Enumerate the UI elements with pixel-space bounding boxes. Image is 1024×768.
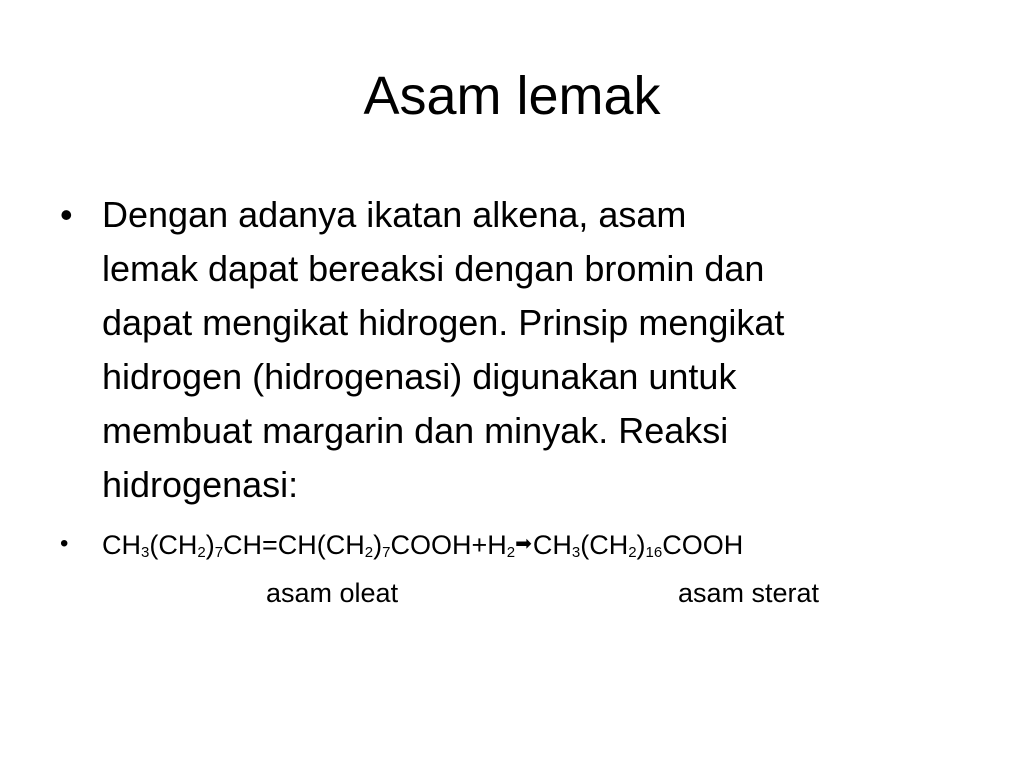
formula-subscript: 3 — [571, 544, 581, 561]
main-bullet-line: dapat mengikat hidrogen. Prinsip mengikat — [102, 302, 785, 343]
formula-subscript: 2 — [197, 544, 206, 561]
formula-subscript: 16 — [645, 544, 663, 561]
formula-bullet — [60, 526, 1000, 563]
formula-part: (CH — [580, 530, 629, 560]
bullet-marker: • — [60, 530, 69, 557]
formula-subscript: 2 — [628, 544, 637, 561]
formula-part: (CH — [149, 530, 198, 560]
formula-part: ) — [373, 530, 383, 560]
main-bullet — [60, 188, 980, 512]
main-bullet-line: hidrogenasi: — [102, 464, 299, 505]
main-bullet-line: hidrogen (hidrogenasi) digunakan untuk — [102, 356, 737, 397]
formula-part: ) — [636, 530, 646, 560]
main-bullet-line: lemak dapat bereaksi dengan bromin dan — [102, 248, 765, 289]
bullet-marker: • — [60, 194, 73, 235]
main-bullet-line: Dengan adanya ikatan alkena, asam — [102, 194, 687, 235]
label-asam-sterat: asam sterat — [678, 578, 820, 608]
formula-subscript: 2 — [506, 544, 516, 561]
reaction-arrow-icon: ➡ — [515, 533, 532, 555]
hydrogenation-equation — [102, 526, 743, 563]
main-bullet-line: membuat margarin dan minyak. Reaksi — [102, 410, 729, 451]
formula-subscript: 7 — [382, 544, 391, 561]
main-bullet-text — [102, 188, 784, 512]
formula-part: CH — [532, 530, 572, 560]
formula-part: ) — [205, 530, 215, 560]
slide-title: Asam lemak — [363, 66, 661, 126]
formula-part: CH — [102, 530, 141, 560]
formula-subscript: 3 — [141, 544, 150, 561]
formula-part: CH=CH(CH — [223, 530, 365, 560]
formula-subscript: 7 — [214, 544, 224, 561]
formula-subscript: 2 — [364, 544, 374, 561]
formula-part: COOH — [662, 530, 744, 560]
formula-part: COOH+H — [390, 530, 507, 560]
label-asam-oleat: asam oleat — [266, 578, 399, 608]
